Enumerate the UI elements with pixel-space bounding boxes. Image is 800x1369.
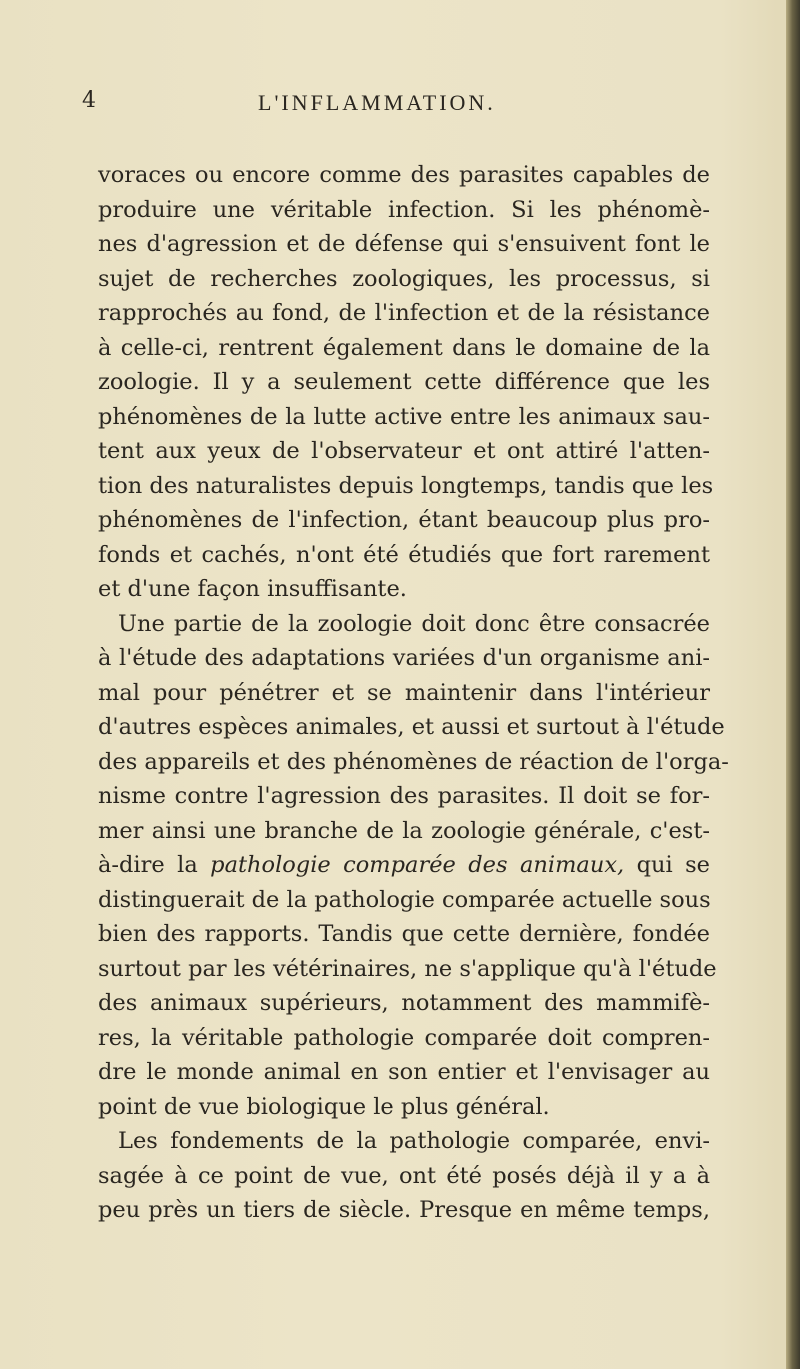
text-line: phénomènes de la lutte active entre les animaux sau- [98,403,710,430]
italic-term: pathologie comparée des animaux, [210,852,625,878]
text-line: fonds et cachés, n'ont été étudiés que fort rarement [98,541,710,568]
running-head: L'INFLAMMATION. [258,90,496,115]
text-line: mer ainsi une branche de la zoologie générale, c'est- [98,817,710,844]
text-line: zoologie. Il y a seulement cette différence que les [98,369,710,395]
paragraph-start-line: Les fondements de la pathologie comparée, envi- [118,1128,710,1154]
text-line: res, la véritable pathologie comparée doit compren- [98,1024,710,1051]
text-line: à celle-ci, rentrent également dans le domaine de la [98,334,710,361]
text-line: des appareils et des phénomènes de réaction de l'orga- [98,748,729,775]
text-line: bien des rapports. Tandis que cette dernière, fondée [98,921,710,947]
page-edge [786,0,800,1369]
text-segment: qui se [624,852,710,878]
paragraph-end-line: point de vue biologique le plus général. [98,1093,550,1120]
text-line: dre le monde animal en son entier et l'envisager au [98,1059,710,1085]
text-line: distinguerait de la pathologie comparée actuelle sous [98,886,711,913]
text-line: peu près un tiers de siècle. Presque en même temps, [98,1197,710,1223]
text-line: phénomènes de l'infection, étant beaucoup plus pro- [98,507,710,533]
text-line: nisme contre l'agression des parasites. Il doit se for- [98,783,710,809]
text-line: nes d'agression et de défense qui s'ensuivent font le [98,231,710,257]
text-line: produire une véritable infection. Si les phénomè- [98,196,710,223]
text-line: sagée à ce point de vue, ont été posés déjà il y a à [98,1162,710,1189]
text-line: sujet de recherches zoologiques, les processus, si [98,265,710,292]
text-line: rapprochés au fond, de l'infection et de la résistance [98,300,710,326]
text-segment: à-dire la [98,852,211,878]
text-line: tent aux yeux de l'observateur et ont attiré l'atten- [98,438,710,464]
body-text [98,158,729,1228]
text-line: tion des naturalistes depuis longtemps, tandis que les [98,472,714,499]
text-line: à l'étude des adaptations variées d'un organisme ani- [98,645,710,671]
text-line-italic [98,848,710,883]
text-line: mal pour pénétrer et se maintenir dans l'intérieur [98,679,710,706]
text-line: surtout par les vétérinaires, ne s'applique qu'à l'étude [98,955,717,982]
text-line: voraces ou encore comme des parasites capables de [98,162,710,188]
paragraph-end-line: et d'une façon insuffisante. [98,576,407,602]
page-number: 4 [82,88,96,113]
paragraph-start-line: Une partie de la zoologie doit donc être consacrée [118,610,710,637]
text-line: des animaux supérieurs, notamment des mammifè- [98,990,710,1016]
text-line: d'autres espèces animales, et aussi et surtout à l'étude [98,714,725,740]
